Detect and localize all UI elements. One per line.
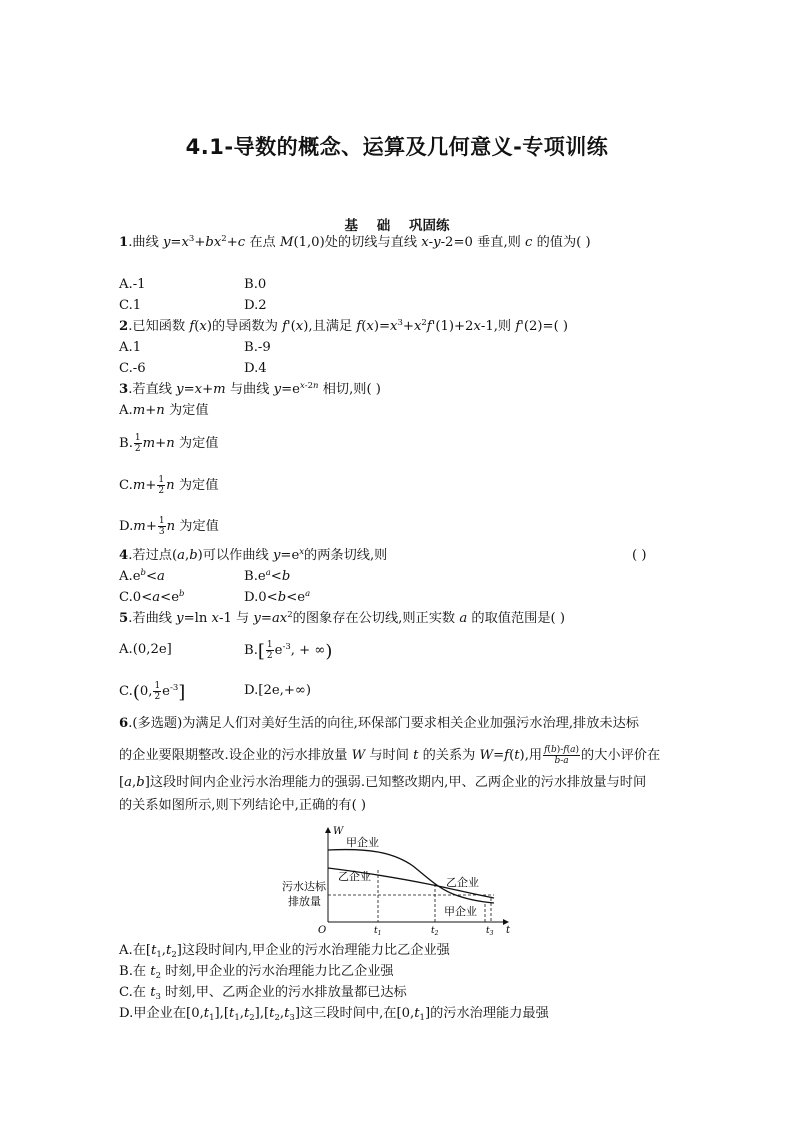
q4-option-a: $A.e^b<a$ bbox=[119, 568, 165, 584]
q6-option-a: A.在$[t_1,t_2]$这段时间内,甲企业的污水治理能力比乙企业强 bbox=[119, 943, 450, 960]
q4-answer-paren: ( ) bbox=[632, 548, 647, 563]
q2-option-b: B.-9 bbox=[244, 340, 271, 355]
q1-option-c: C.1 bbox=[119, 298, 142, 313]
q2-option-d: D.4 bbox=[244, 361, 267, 376]
q1-option-b: B.0 bbox=[244, 277, 267, 292]
q4-option-d: $D.0<b<e^a$ bbox=[244, 589, 311, 605]
question-1-stem: 1.曲线 $y=x^3+bx^2+c$ 在点 M(1,0)处的切线与直线 x-y-2=0 垂直,则 c 的值为( ) bbox=[119, 234, 591, 250]
question-4-stem: 4.若过点(a,b)可以作曲线 $y=e^x$的两条切线,则 bbox=[119, 547, 388, 563]
question-6-line-3: [a,b]这段时间内企业污水治理能力的强弱.已知整改期内,甲、乙两企业的污水排放量与时间 bbox=[119, 775, 647, 790]
label-standard-2: 排放量 bbox=[288, 895, 321, 908]
tick-t1: $t_1$ bbox=[374, 926, 382, 937]
w-axis-label: W bbox=[333, 826, 344, 837]
q1-option-a: A.-1 bbox=[119, 277, 146, 292]
tick-t2: $t_2$ bbox=[431, 926, 439, 937]
q4-option-c: $C.0<a<e^b$ bbox=[119, 589, 185, 605]
label-jia-bottom: 甲企业 bbox=[444, 905, 477, 918]
q6-option-d: D.甲企业在$[0,t_1],[t_1,t_2],[t_2,t_3]$这三段时间中,在$[0,t_1]$的污水治理能力最强 bbox=[119, 1006, 549, 1023]
label-yi-left: 乙企业 bbox=[338, 870, 371, 883]
q3-option-d: D.m+ $\frac{1}{3}$ n 为定值 bbox=[119, 516, 219, 537]
q2-option-c: C.-6 bbox=[119, 361, 146, 376]
tick-t3: $t_3$ bbox=[486, 926, 494, 937]
question-3-stem: 3.若直线 y=x+m 与曲线 $y=e^{x-2n}$ 相切,则( ) bbox=[119, 381, 381, 397]
label-jia-top: 甲企业 bbox=[346, 836, 379, 849]
q6-option-c: C.在 $t_3$ 时刻,甲、乙两企业的污水排放量都已达标 bbox=[119, 985, 407, 1002]
t-axis-label: t bbox=[506, 925, 511, 936]
q3-option-c: C.m+ $\frac{1}{2}$ n 为定值 bbox=[119, 475, 219, 496]
q2-option-a: A.1 bbox=[119, 340, 142, 355]
q5-option-a: A.(0,2e] bbox=[119, 642, 172, 657]
label-yi-right: 乙企业 bbox=[446, 876, 479, 889]
question-2-stem: 2.已知函数 f(x)的导函数为 f'(x),且满足 $f(x)=x^3+x^2f'(1)+2x-1$,则 f'(2)=( ) bbox=[119, 318, 569, 334]
question-6-line-1: 6.(多选题)为满足人们对美好生活的向往,环保部门要求相关企业加强污水治理,排放未达标 bbox=[119, 716, 639, 731]
section-heading: 基 础 巩固练 bbox=[344, 218, 450, 234]
question-6-line-4: 的关系如图所示,则下列结论中,正确的有( ) bbox=[119, 798, 367, 813]
page-title: 4.1-导数的概念、运算及几何意义-专项训练 bbox=[185, 135, 609, 159]
q5-option-c: C.(0, $\frac{1}{2}$ $e^{-3}$] bbox=[119, 681, 186, 703]
emission-figure bbox=[278, 822, 518, 938]
q5-option-b: B.[ $\frac{1}{2}$ $e^{-3}$, + ∞) bbox=[244, 640, 333, 662]
q4-option-b: $B.e^a<b$ bbox=[244, 568, 291, 584]
origin-label: O bbox=[318, 925, 327, 936]
q3-option-b: B. $\frac{1}{2}$ m+n 为定值 bbox=[119, 433, 219, 454]
question-6-line-2: 的企业要限期整改.设企业的污水排放量 W 与时间 t 的关系为 W=f(t),用 $\frac{f(b)-f(a)}{b-a}$ 的大小评价在 bbox=[119, 745, 661, 766]
q5-option-d: D.[2e,+∞) bbox=[244, 683, 312, 698]
label-standard-1: 污水达标 bbox=[282, 880, 326, 893]
q3-option-a: A.m+n 为定值 bbox=[119, 403, 209, 418]
q6-option-b: B.在 $t_2$ 时刻,甲企业的污水治理能力比乙企业强 bbox=[119, 964, 394, 981]
question-5-stem: 5.若曲线 y=ln x-1 与 $y=ax^2$的图象存在公切线,则正实数 a 的取值范围是( ) bbox=[119, 610, 565, 626]
q1-option-d: D.2 bbox=[244, 298, 267, 313]
